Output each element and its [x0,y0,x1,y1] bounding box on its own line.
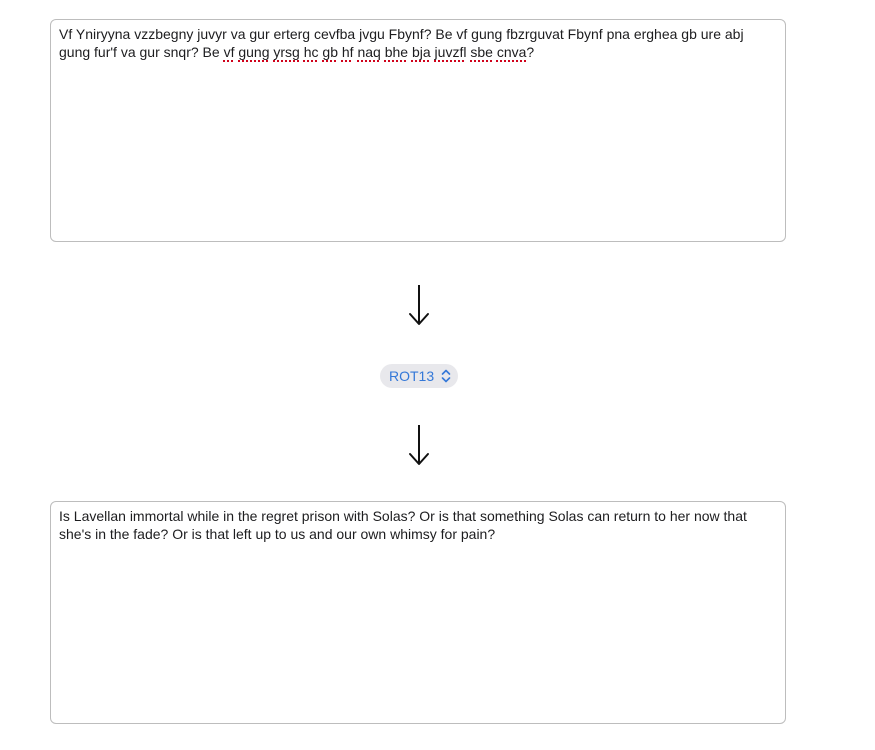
misspelled-word: cnva [496,44,527,60]
arrow-down-icon [401,421,437,469]
misspelled-word: juvzfl [434,44,467,60]
cipher-select-value: ROT13 [389,368,435,384]
misspelled-word: gung [238,44,270,60]
misspelled-word: hf [341,44,354,60]
misspelled-word: sbe [470,44,493,60]
misspelled-word: yrsg [273,44,300,60]
misspelled-word: hc [303,44,319,60]
chevron-up-down-icon [441,369,451,383]
arrow-down-icon [401,281,437,329]
input-text-segment: ? [526,44,535,60]
misspelled-word: bja [411,44,431,60]
misspelled-word: gb [322,44,338,60]
misspelled-word: vf [223,44,235,60]
misspelled-word: bhe [384,44,409,60]
cipher-select[interactable] [380,364,458,388]
output-textarea[interactable]: Is Lavellan immortal while in the regret prison with Solas? Or is that something Solas can return to her now that she's in the fade? Or is that left up to us and our own whimsy for pain? [50,501,786,724]
misspelled-word: naq [357,44,381,60]
input-textarea[interactable] [50,19,786,242]
input-text-segment: Vf Yniryyna vzzbegny juvyr va gur erterg cevfba jvgu Fbynf? Be vf gung fbzrguvat Fbynf pna erghea gb ure abj gung fur'f va gur snqr? Be [59,26,748,60]
